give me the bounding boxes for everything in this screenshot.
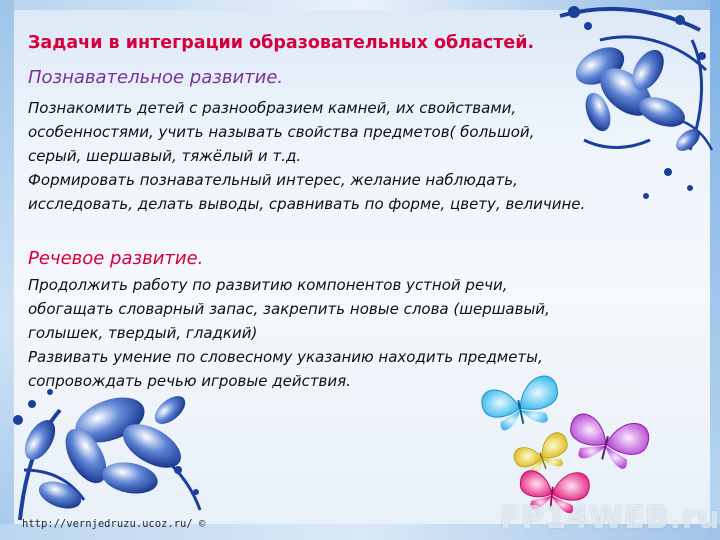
butterfly-icon [479, 374, 564, 435]
cognitive-line-3: серый, шершавый, тяжёлый и т.д. [28, 147, 302, 165]
section-heading-cognitive: Познавательное развитие. [28, 67, 284, 88]
cognitive-line-5: исследовать, делать выводы, сравнивать по форме, цвету, величине. [28, 195, 586, 213]
butterfly-icon [564, 408, 652, 473]
cognitive-line-2: особенностями, учить называть свойства предметов( большой, [28, 123, 535, 141]
slide-title: Задачи в интеграции образовательных областей. [28, 33, 535, 53]
footer-url: http://vernjedruzu.ucoz.ru/ © [22, 518, 206, 530]
watermark: FP14WEB.ru [500, 500, 720, 536]
speech-line-5: сопровождать речью игровые действия. [28, 372, 351, 390]
gzhel-flower-ornament-icon [560, 6, 712, 199]
speech-line-3: голышек, твердый, гладкий) [28, 324, 258, 342]
gzhel-flower-ornament-icon [13, 389, 200, 520]
speech-line-4: Развивать умение по словесному указанию находить предметы, [28, 348, 543, 366]
butterfly-icon [511, 430, 574, 480]
cognitive-line-4: Формировать познавательный интерес, желание наблюдать, [28, 171, 518, 189]
section-heading-speech: Речевое развитие. [28, 248, 204, 269]
speech-line-1: Продолжить работу по развитию компонентов устной речи, [28, 276, 508, 294]
cognitive-line-1: Познакомить детей с разнообразием камней, их свойствами, [28, 99, 517, 117]
speech-line-2: обогащать словарный запас, закрепить новые слова (шершавый, [28, 300, 550, 318]
